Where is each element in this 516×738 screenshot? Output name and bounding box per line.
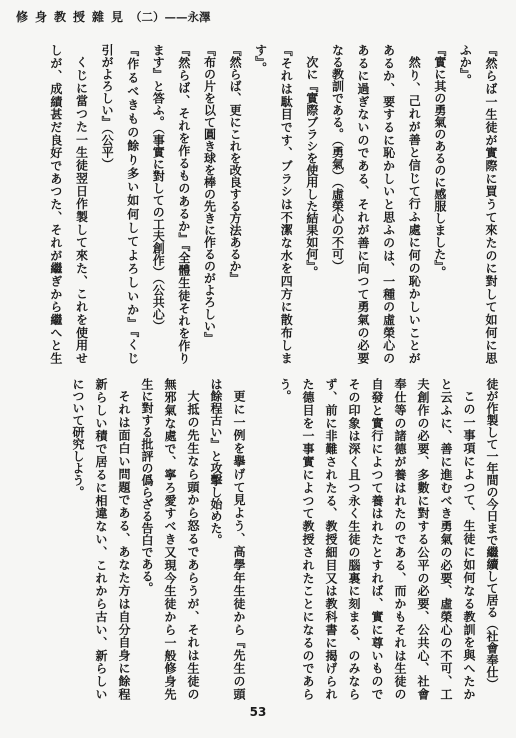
text-column: ず、前に非難されたる、教授細目又は教科書に揭げられ: [324, 378, 338, 700]
text-column: た德目を一事實によつて教授されたことになるのであら: [301, 378, 315, 700]
text-column: 『然らば、更にこれを改良する方法あるか』: [228, 44, 243, 284]
upper-text-block: [42, 44, 503, 364]
text-column: くじに當つた一生徒翌日作製して來た、これを使用せ: [74, 56, 89, 364]
text-column: 新らしい積で居るに相違ない、これから古い、新らしい: [94, 378, 108, 700]
header-suffix: （二）——永澤: [130, 10, 211, 24]
text-column: この一事項によつて、生徒に如何なる教訓を與へたか: [462, 390, 476, 700]
text-column: 徒が作製して一年間の今日まで繼續して居る（社會奉仕）: [485, 378, 499, 690]
text-column: 奉仕等の諸德が養はれたのである、而かもそれは生徒の: [393, 378, 407, 700]
text-column: ます』と答ふ。（事實に對しての工夫創作）（公共心）: [151, 44, 166, 332]
page-number: 53: [249, 705, 267, 719]
text-column: す』。: [253, 44, 268, 74]
text-column: 更に一例を擧げて見よう、高學年生徒から『先生の頭: [232, 390, 246, 700]
text-column: 自發と實行によつて養はれたとすれば、實に尊いもので: [370, 378, 384, 700]
lower-text-block: [66, 378, 503, 700]
text-column: あるか、要するに恥かしいと思ふのは、一種の虛榮心の: [381, 44, 396, 364]
text-column: 大抵の先生なら頭から怒るであらうが、それは生徒の: [186, 390, 200, 700]
text-column: 『それは駄目です、ブラシは不潔な水を四方に散布しま: [279, 44, 294, 364]
text-column: は餘程古い』と攻擊し始めた。: [209, 378, 223, 546]
blank-column: [250, 378, 273, 700]
text-column: と云ふに、善に進むべき勇氣の必要、虛榮心の不可、工: [439, 378, 453, 700]
text-column: 『實に其の勇氣のあるのに感服しました』。: [432, 44, 447, 278]
text-column: 夫創作の必要、多數に對する公平の必要、公共心、社會: [416, 378, 430, 700]
running-header: [16, 9, 211, 25]
text-column: 『然らば一生徒が實際に買うて來たのに對して如何に思: [484, 44, 498, 364]
text-column: ふか』。: [458, 44, 473, 86]
text-column: しが、成績甚だ良好であつた、それが繼ぎから繼へと生: [48, 44, 63, 364]
text-column: 『作るべきもの餘り多い如何してよろしいか』『くじ: [125, 44, 140, 364]
text-column: それは面白い問題である、あなた方は自分自身に餘程: [117, 390, 131, 700]
text-column: 然り、己れが善と信じて行ふ處に何の恥かしいことが: [407, 56, 422, 364]
text-column: あるに過ぎないのである、それが善に向つて勇氣の必要: [356, 44, 371, 364]
text-column: 生に對する批評の僞らざる告白である。: [140, 378, 154, 594]
text-column: なる教訓である。（勇氣）（虛榮心の不可）: [330, 44, 345, 272]
text-column: う。: [278, 378, 292, 402]
text-column: 引がよろしい』（公平）: [100, 44, 115, 170]
text-column: 無邪氣な處で、寧ろ愛すべき又現今生徒から一般修身先: [163, 378, 177, 700]
text-column: 『布の片を以て圓き球を棒の先きに作るのがよろしい』: [202, 44, 217, 344]
text-column: その印象は深く且つ永く生徒の腦裏に刻まる、のみなら: [347, 378, 361, 700]
text-column: 次に『實際ブラシを使用した結果如何』。: [304, 56, 319, 278]
text-column: 『然らば、それを作るものあるか』『全體生徒それを作り: [176, 44, 191, 364]
header-title: 修身教授雜見: [16, 10, 131, 24]
text-column: について研究しよう。: [71, 378, 85, 498]
